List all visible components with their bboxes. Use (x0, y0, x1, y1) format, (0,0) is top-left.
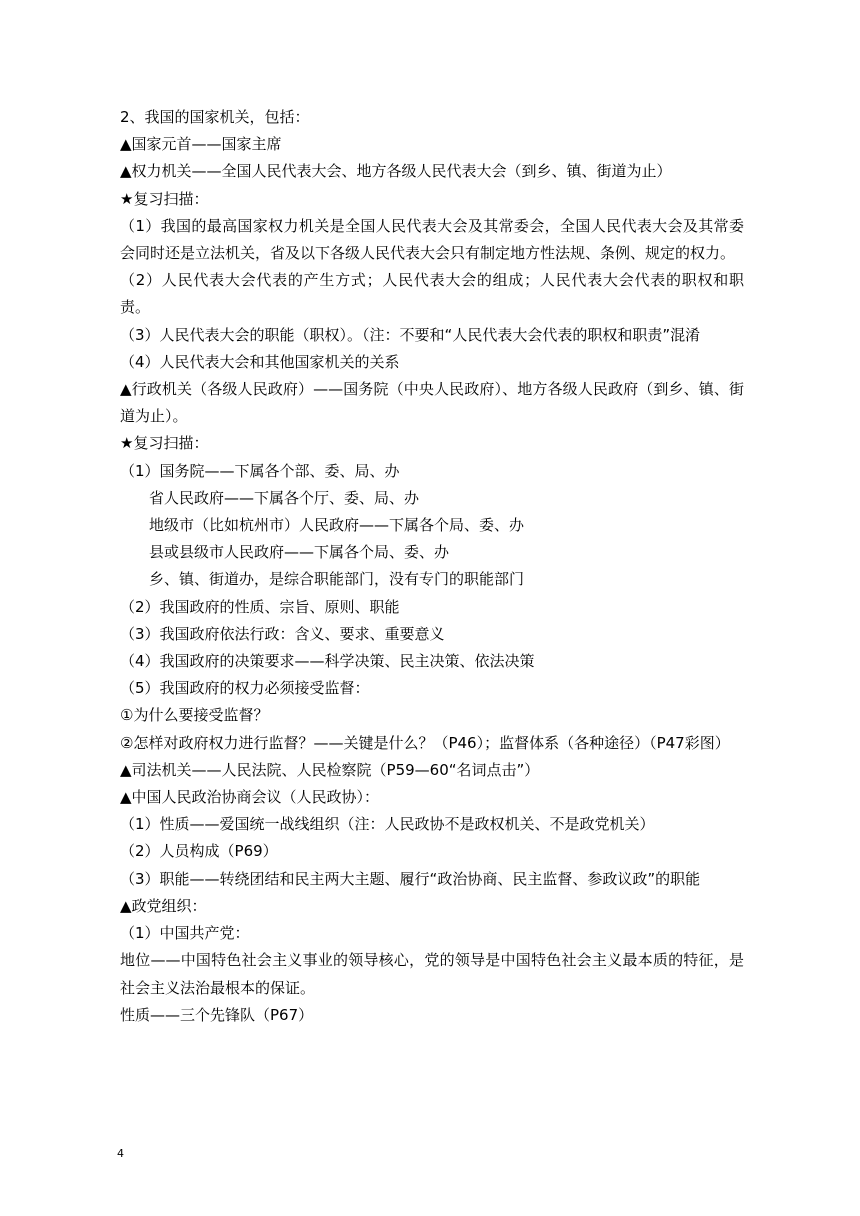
paragraph-npc-2: （2）人民代表大会代表的产生方式；人民代表大会的组成；人民代表大会代表的职权和职责。 (120, 271, 744, 317)
item-judicial-organs: ▲司法机关——人民法院、人民检察院（P59—60“名词点击”） (120, 760, 540, 779)
gov-list-1: （1）国务院——下属各个部、委、局、办 (120, 461, 400, 480)
item-party-organizations: ▲政党组织： (120, 896, 207, 915)
cppcc-functions: （3）职能——转绕团结和民主两大主题、履行“政治协商、民主监督、参政议政”的职能 (120, 869, 701, 888)
item-head-of-state: ▲国家元首——国家主席 (120, 135, 282, 154)
page-body (120, 104, 744, 1029)
item-power-organs: ▲权力机关——全国人民代表大会、地方各级人民代表大会（到乡、镇、街道为止） (120, 162, 672, 181)
review-scan-label: ★复习扫描： (120, 434, 209, 453)
gov-list-county: 县或县级市人民政府——下属各个局、委、办 (149, 543, 450, 562)
item-cppcc: ▲中国人民政治协商会议（人民政协）： (120, 788, 380, 807)
review-scan-label: ★复习扫描： (120, 189, 209, 208)
item-administrative-organs: ▲行政机关（各级人民政府）——国务院（中央人民政府）、地方各级人民政府（到乡、镇、街道为止）。 (120, 380, 744, 426)
supervision-why: ①为什么要接受监督？ (120, 706, 269, 725)
gov-list-3: （3）我国政府依法行政：含义、要求、重要意义 (120, 624, 445, 643)
paragraph-npc-1: （1）我国的最高国家权力机关是全国人民代表大会及其常委会，全国人民代表大会及其常委会同时还是立法机关，省及以下各级人民代表大会只有制定地方性法规、条例、规定的权力。 (120, 216, 744, 263)
paragraph-npc-3: （3）人民代表大会的职能（职权）。（注：不要和“人民代表大会代表的职权和职责”混淆 (120, 325, 701, 344)
cppcc-nature: （1）性质——爱国统一战线组织（注：人民政协不是政权机关、不是政党机关） (120, 815, 655, 834)
page-number: 4 (117, 1147, 124, 1160)
supervision-how: ②怎样对政府权力进行监督？——关键是什么？（P46）；监督体系（各种途径）（P47彩图） (120, 733, 730, 752)
cppcc-members: （2）人员构成（P69） (120, 842, 278, 861)
gov-list-township: 乡、镇、街道办，是综合职能部门，没有专门的职能部门 (149, 570, 525, 589)
party-status: 地位——中国特色社会主义事业的领导核心，党的领导是中国特色社会主义最本质的特征，是社会主义法治最根本的保证。 (120, 951, 744, 997)
party-nature: 性质——三个先锋队（P67） (120, 1005, 314, 1024)
party-cpc: （1）中国共产党： (120, 924, 250, 943)
gov-list-5: （5）我国政府的权力必须接受监督： (120, 679, 370, 698)
gov-list-province: 省人民政府——下属各个厅、委、局、办 (149, 488, 420, 507)
gov-list-4: （4）我国政府的决策要求——科学决策、民主决策、依法决策 (120, 652, 535, 671)
paragraph-npc-4: （4）人民代表大会和其他国家机关的关系 (120, 352, 400, 371)
gov-list-city: 地级市（比如杭州市）人民政府——下属各个局、委、办 (149, 516, 525, 535)
heading-state-organs: 2、我国的国家机关，包括： (120, 108, 310, 126)
gov-list-2: （2）我国政府的性质、宗旨、原则、职能 (120, 597, 400, 616)
